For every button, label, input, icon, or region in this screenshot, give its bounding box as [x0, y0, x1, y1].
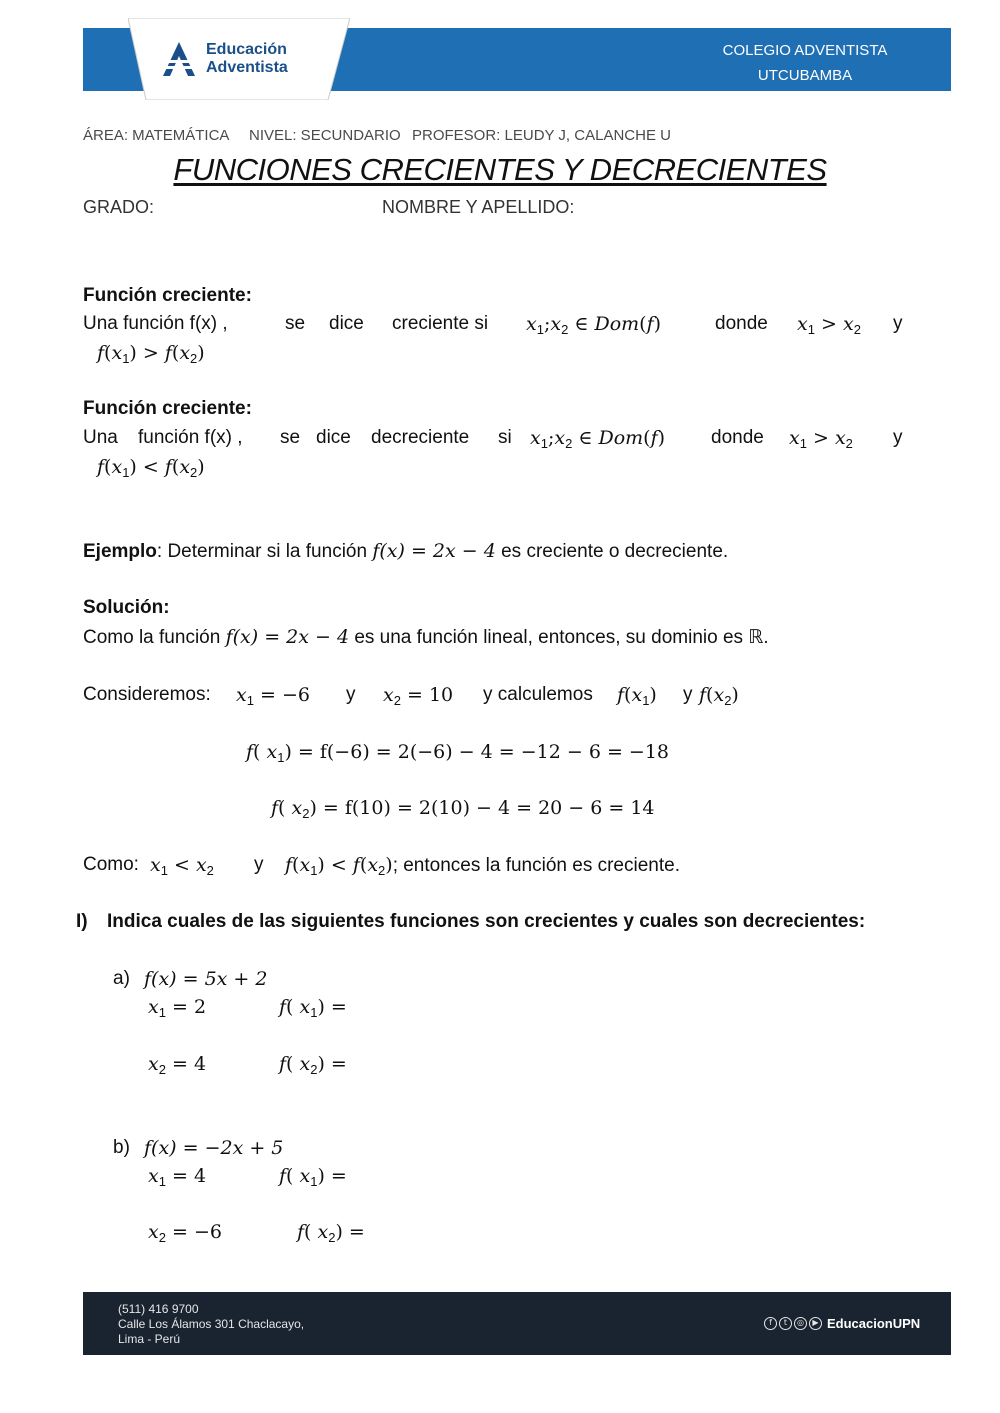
consider-x2: $x_2 = 10$	[383, 684, 454, 708]
def1-ineq-x: $x_1 > x_2$	[797, 313, 861, 337]
equation-1: f( $x_1) = f(-6) = 2(-6) - 4 = -12 - 6 = -18$	[246, 741, 670, 765]
conclusion-como: Como:	[83, 854, 139, 875]
def1-text-6: y	[893, 313, 903, 334]
page-title: FUNCIONES CRECIENTES Y DECRECIENTES	[173, 152, 827, 187]
example-function: f(x) = 2x − 4	[372, 540, 496, 562]
item-a-x2: $x_2 = 4$	[148, 1053, 207, 1077]
consider-fx1: $f(x_1)$	[617, 684, 657, 708]
item-b-x2: $x_2 = -6$	[148, 1221, 222, 1245]
info-area: ÁREA: MATEMÁTICA	[83, 127, 230, 144]
def2-text-1: Una	[83, 427, 118, 448]
exercise-instruction: Indica cuales de las siguientes funciones son crecientes y cuales son decrecientes:	[107, 911, 866, 932]
consider-label: Consideremos:	[83, 684, 211, 705]
facebook-icon[interactable]: f	[764, 1317, 777, 1330]
solution-text-1: Como la función	[83, 627, 221, 648]
item-b-fx1: f( $x_1$) =	[279, 1165, 347, 1189]
exercise-number: I)	[76, 911, 88, 932]
logo-text-line2: Adventista	[206, 59, 288, 76]
item-b-x1: $x_1 = 4$	[148, 1165, 207, 1189]
def2-text-4: dice	[316, 427, 351, 448]
def2-text-6: si	[498, 427, 512, 448]
footer-address-2: Lima - Perú	[118, 1332, 181, 1346]
equation-2: f( $x_2) = f(10) = 2(10) - 4 = 20 - 6 = 14$	[271, 797, 655, 821]
logo-tab	[128, 18, 350, 100]
info-nivel: NIVEL: SECUNDARIO	[249, 127, 401, 144]
def1-text-3: dice	[329, 313, 364, 334]
consider-calc: y calculemos	[483, 684, 593, 705]
example-line	[83, 539, 728, 564]
logo-text-line1: Educación	[206, 41, 287, 58]
def2-text-8: y	[893, 427, 903, 448]
conclusion-f: $f(x_1) < f(x_2)$; entonces la función es creciente.	[285, 854, 680, 878]
item-b-function: f(x) = −2x + 5	[144, 1137, 284, 1159]
consider-y2: y	[683, 684, 693, 705]
example-text-2: es creciente o decreciente.	[501, 541, 729, 562]
def2-ineq-x: $x_1 > x_2$	[789, 427, 853, 451]
item-b-fx2: f( $x_2$) =	[297, 1221, 365, 1245]
school-name-line2: UTCUBAMBA	[757, 67, 853, 84]
def2-text-2: función f(x) ,	[138, 427, 243, 448]
def1-ineq-f: $f(x_1) > f(x_2)$	[97, 342, 205, 366]
school-name-line1: COLEGIO ADVENTISTA	[722, 42, 888, 59]
youtube-icon[interactable]: ▶	[809, 1317, 822, 1330]
grado-field: GRADO:	[83, 197, 155, 217]
def1-text-2: se	[285, 313, 306, 334]
conclusion-x: $x_1 < x_2$	[150, 854, 214, 878]
item-a-x1: $x_1 = 2$	[148, 996, 207, 1020]
nombre-field: NOMBRE Y APELLIDO:	[382, 197, 575, 217]
consider-fx2: $f(x_2)$	[699, 684, 739, 708]
item-b-label: b)	[113, 1137, 130, 1158]
def1-heading: Función creciente:	[83, 285, 252, 306]
footer-phone: (511) 416 9700	[118, 1302, 199, 1316]
def2-heading: Función creciente:	[83, 398, 252, 419]
item-a-label: a)	[113, 968, 130, 989]
item-a-fx1: f( $x_1$) =	[279, 996, 347, 1020]
def2-domain-math: $x_1;x_2$ ∈ Dom(f)	[530, 427, 666, 451]
consider-x1: $x_1 = -6$	[236, 684, 310, 708]
def1-text-4: creciente si	[392, 313, 489, 334]
info-profesor: PROFESOR: LEUDY J, CALANCHE U	[412, 127, 671, 144]
logo-icon	[163, 42, 195, 76]
solution-text-2: es una función lineal, entonces, su dominio es ℝ.	[354, 627, 769, 648]
footer-address-1: Calle Los Álamos 301 Chaclacayo,	[118, 1317, 305, 1331]
def2-text-7: donde	[711, 427, 764, 448]
solution-heading: Solución:	[83, 597, 170, 618]
item-a-fx2: f( $x_2$) =	[279, 1053, 347, 1077]
solution-function: f(x) = 2x − 4	[225, 626, 350, 648]
def2-ineq-f: $f(x_1) < f(x_2)$	[97, 456, 205, 480]
def2-text-5: decreciente	[371, 427, 470, 448]
social-links	[764, 1316, 920, 1331]
conclusion-y: y	[254, 854, 264, 875]
example-text-1: : Determinar si la función	[156, 541, 368, 562]
def1-text-1: Una función f(x) ,	[83, 313, 228, 334]
example-label: Ejemplo	[83, 541, 157, 562]
def1-text-5: donde	[715, 313, 768, 334]
consider-y: y	[346, 684, 356, 705]
item-a-function: f(x) = 5x + 2	[144, 968, 268, 990]
instagram-icon[interactable]: ◎	[794, 1317, 807, 1330]
school-name	[700, 38, 910, 88]
def2-text-3: se	[280, 427, 301, 448]
social-handle[interactable]: EducacionUPN	[827, 1316, 921, 1331]
def1-domain-math: $x_1;x_2$ ∈ Dom(f)	[526, 313, 662, 337]
twitter-icon[interactable]: t	[779, 1317, 792, 1330]
solution-line-1	[83, 625, 769, 650]
